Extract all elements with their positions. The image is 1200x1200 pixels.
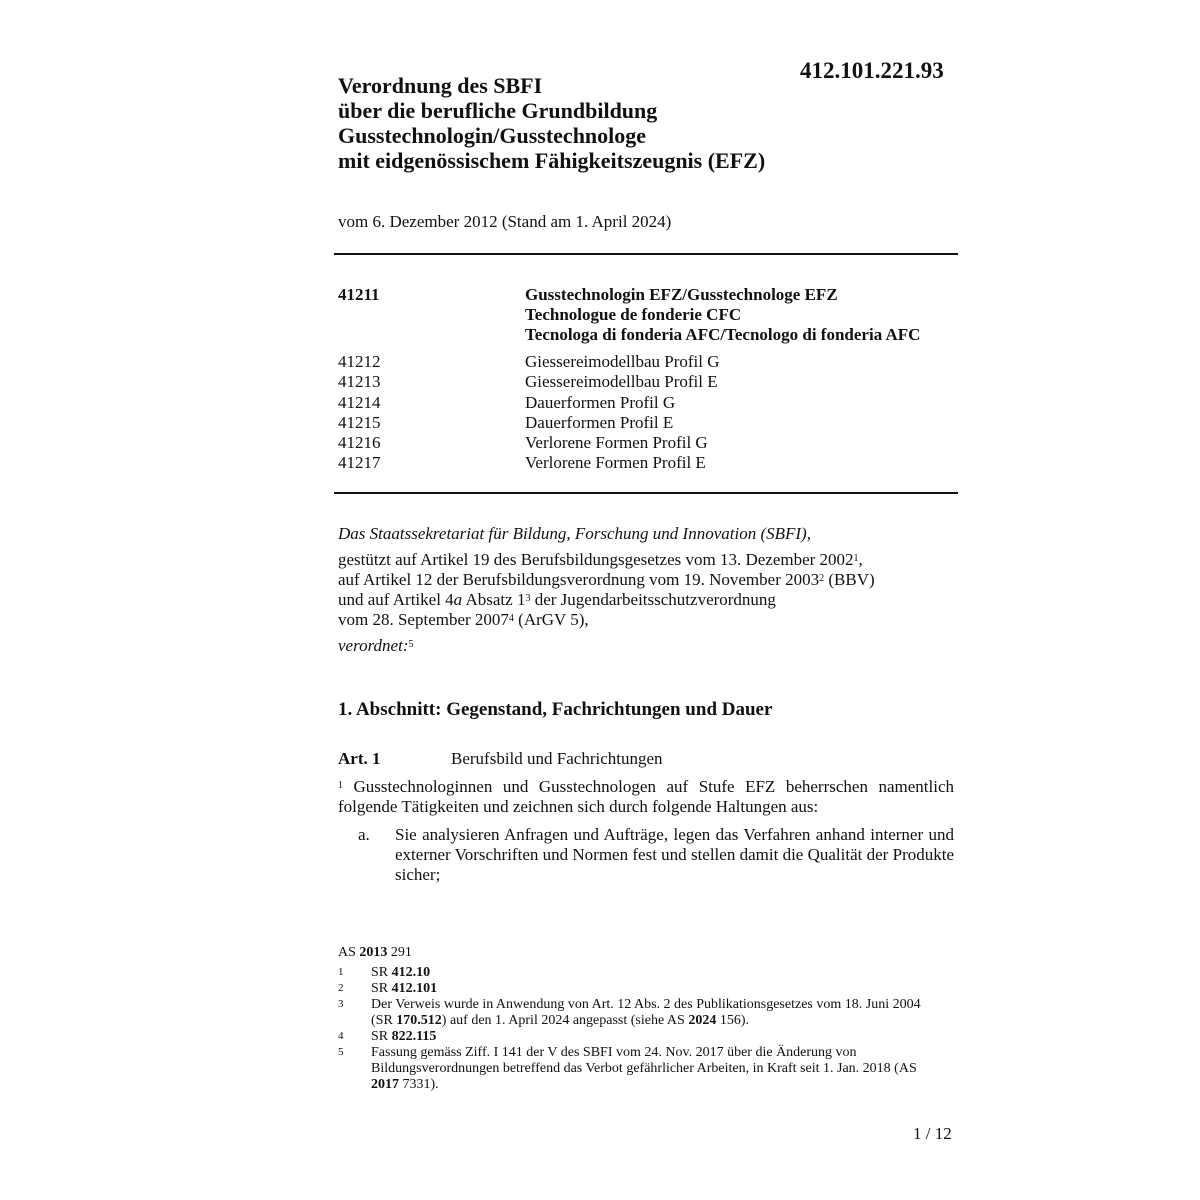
document-title <box>338 73 765 173</box>
legal-basis-line <box>338 610 958 630</box>
issuing-authority: Das Staatssekretariat für Bildung, Forschung und Innovation (SBFI), <box>338 524 811 543</box>
legal-basis-text: auf Artikel 12 der Berufsbildungsverordnung vom 19. November 2003 <box>338 570 820 589</box>
official-collection-ref <box>338 945 412 961</box>
footnote-ref[interactable]: 5 <box>408 639 414 650</box>
specialization-row <box>338 453 938 473</box>
divider-bottom <box>334 492 958 494</box>
legal-basis-text: (ArGV 5), <box>513 610 589 629</box>
as-prefix: AS <box>338 945 360 960</box>
legal-basis-line <box>338 570 958 590</box>
footnote-text: Fassung gemäss Ziff. I 141 der V des SBFI vom 24. Nov. 2017 über die Änderung von Bildungsverordnungen betreffend das Verbot gefährlicher Arbeiten, in Kraft seit 1. Jan. 2018 (AS 2017 7331). <box>371 1045 917 1092</box>
footnotes <box>338 965 938 1093</box>
legal-basis-line <box>338 550 958 570</box>
article-label: Art. 1 <box>338 749 381 768</box>
footnote <box>338 997 938 1029</box>
legal-basis-text: (BBV) <box>824 570 875 589</box>
specialization-list <box>338 352 938 474</box>
footnote <box>338 965 938 981</box>
specialization-row <box>338 352 938 372</box>
legal-basis-text: Absatz 1 <box>462 590 526 609</box>
article-paragraph <box>338 777 954 817</box>
footnote-text: SR 412.101 <box>371 981 438 996</box>
specialization-row <box>338 433 938 453</box>
legal-basis-text: a <box>453 590 463 609</box>
specialization-row <box>338 372 938 392</box>
footnote-ref[interactable]: 1 <box>853 553 859 564</box>
legal-basis-text: gestützt auf Artikel 19 des Berufsbildungsgesetzes vom 13. Dezember 2002 <box>338 550 854 569</box>
section-heading: 1. Abschnitt: Gegenstand, Fachrichtungen und Dauer <box>338 699 773 720</box>
specialization-code: 41215 <box>338 412 381 432</box>
specialization-code: 41214 <box>338 392 381 412</box>
footnote <box>338 1045 938 1093</box>
as-page: 291 <box>387 945 412 960</box>
main-profession-code: 41211 <box>338 285 380 304</box>
date-line: vom 6. Dezember 2012 (Stand am 1. April 2024) <box>338 212 672 231</box>
specialization-label: Giessereimodellbau Profil E <box>525 372 718 392</box>
legal-basis-line <box>338 590 958 610</box>
divider-top <box>334 253 958 255</box>
title-line: Verordnung des SBFI <box>338 73 543 98</box>
title-line: Gusstechnologin/Gusstechnologe <box>338 123 647 148</box>
specialization-code: 41213 <box>338 372 381 392</box>
specialization-label: Verlorene Formen Profil E <box>525 453 706 473</box>
main-profession-names <box>525 285 920 345</box>
page-number: 1 / 12 <box>913 1124 952 1143</box>
sr-number: 412.101.221.93 <box>800 58 944 83</box>
specialization-label: Dauerformen Profil E <box>525 412 674 432</box>
footnote-ref[interactable]: 4 <box>508 613 514 624</box>
legal-basis-text: der Jugendarbeitsschutzverordnung <box>530 590 776 609</box>
specialization-code: 41212 <box>338 352 381 371</box>
footnote-number: 1 <box>338 966 344 978</box>
footnote-ref[interactable]: 3 <box>525 593 531 604</box>
footnote <box>338 981 938 997</box>
paragraph-text: Gusstechnologinnen und Gusstechnologen auf Stufe EFZ beherrschen namentlich folgende Tätigkeiten und zeichnen sich durch folgende Haltungen aus: <box>338 777 954 816</box>
specialization-label: Giessereimodellbau Profil G <box>525 352 720 371</box>
specialization-row <box>338 413 938 433</box>
footnote-ref[interactable]: 2 <box>819 573 825 584</box>
profession-name-fr: Technologue de fonderie CFC <box>525 305 742 324</box>
enactment-line <box>338 636 958 656</box>
footnote-number: 5 <box>338 1046 344 1058</box>
preamble <box>338 524 958 656</box>
legal-basis-text: und auf Artikel 4 <box>338 590 454 609</box>
paragraph-number: 1 <box>338 780 343 791</box>
footnote-number: 3 <box>338 998 344 1010</box>
enactment-word: verordnet: <box>338 636 409 655</box>
specialization-label: Verlorene Formen Profil G <box>525 433 708 453</box>
footnote-text: Der Verweis wurde in Anwendung von Art. 12 Abs. 2 des Publikationsgesetzes vom 18. Juni 2004 (SR 170.512) auf den 1. April 2024 angepasst (siehe AS 2024 156). <box>371 997 921 1028</box>
profession-name-it: Tecnologa di fonderia AFC/Tecnologo di fonderia AFC <box>525 325 921 344</box>
footnote-text: SR 822.115 <box>371 1029 437 1044</box>
specialization-row <box>338 393 938 413</box>
footnote-text: SR 412.10 <box>371 965 431 980</box>
legal-basis-text: , <box>858 550 863 569</box>
title-line: über die berufliche Grundbildung <box>338 98 658 123</box>
footnote <box>338 1029 938 1045</box>
title-line: mit eidgenössischem Fähigkeitszeugnis (EFZ) <box>338 148 766 173</box>
as-year: 2013 <box>359 945 388 960</box>
legal-basis-text: vom 28. September 2007 <box>338 610 509 629</box>
specialization-code: 41216 <box>338 433 381 453</box>
footnote-number: 4 <box>338 1030 344 1042</box>
specialization-code: 41217 <box>338 453 381 473</box>
footnote-number: 2 <box>338 982 344 994</box>
article-title: Berufsbild und Fachrichtungen <box>451 749 663 768</box>
profession-name-de: Gusstechnologin EFZ/Gusstechnologe EFZ <box>525 285 838 304</box>
list-item-letter: a. <box>358 825 370 844</box>
specialization-label: Dauerformen Profil G <box>525 392 676 412</box>
list-item-text: Sie analysieren Anfragen und Aufträge, legen das Verfahren anhand interner und externer Vorschriften und Normen fest und stellen damit die Qualität der Produkte sicher; <box>395 825 954 884</box>
